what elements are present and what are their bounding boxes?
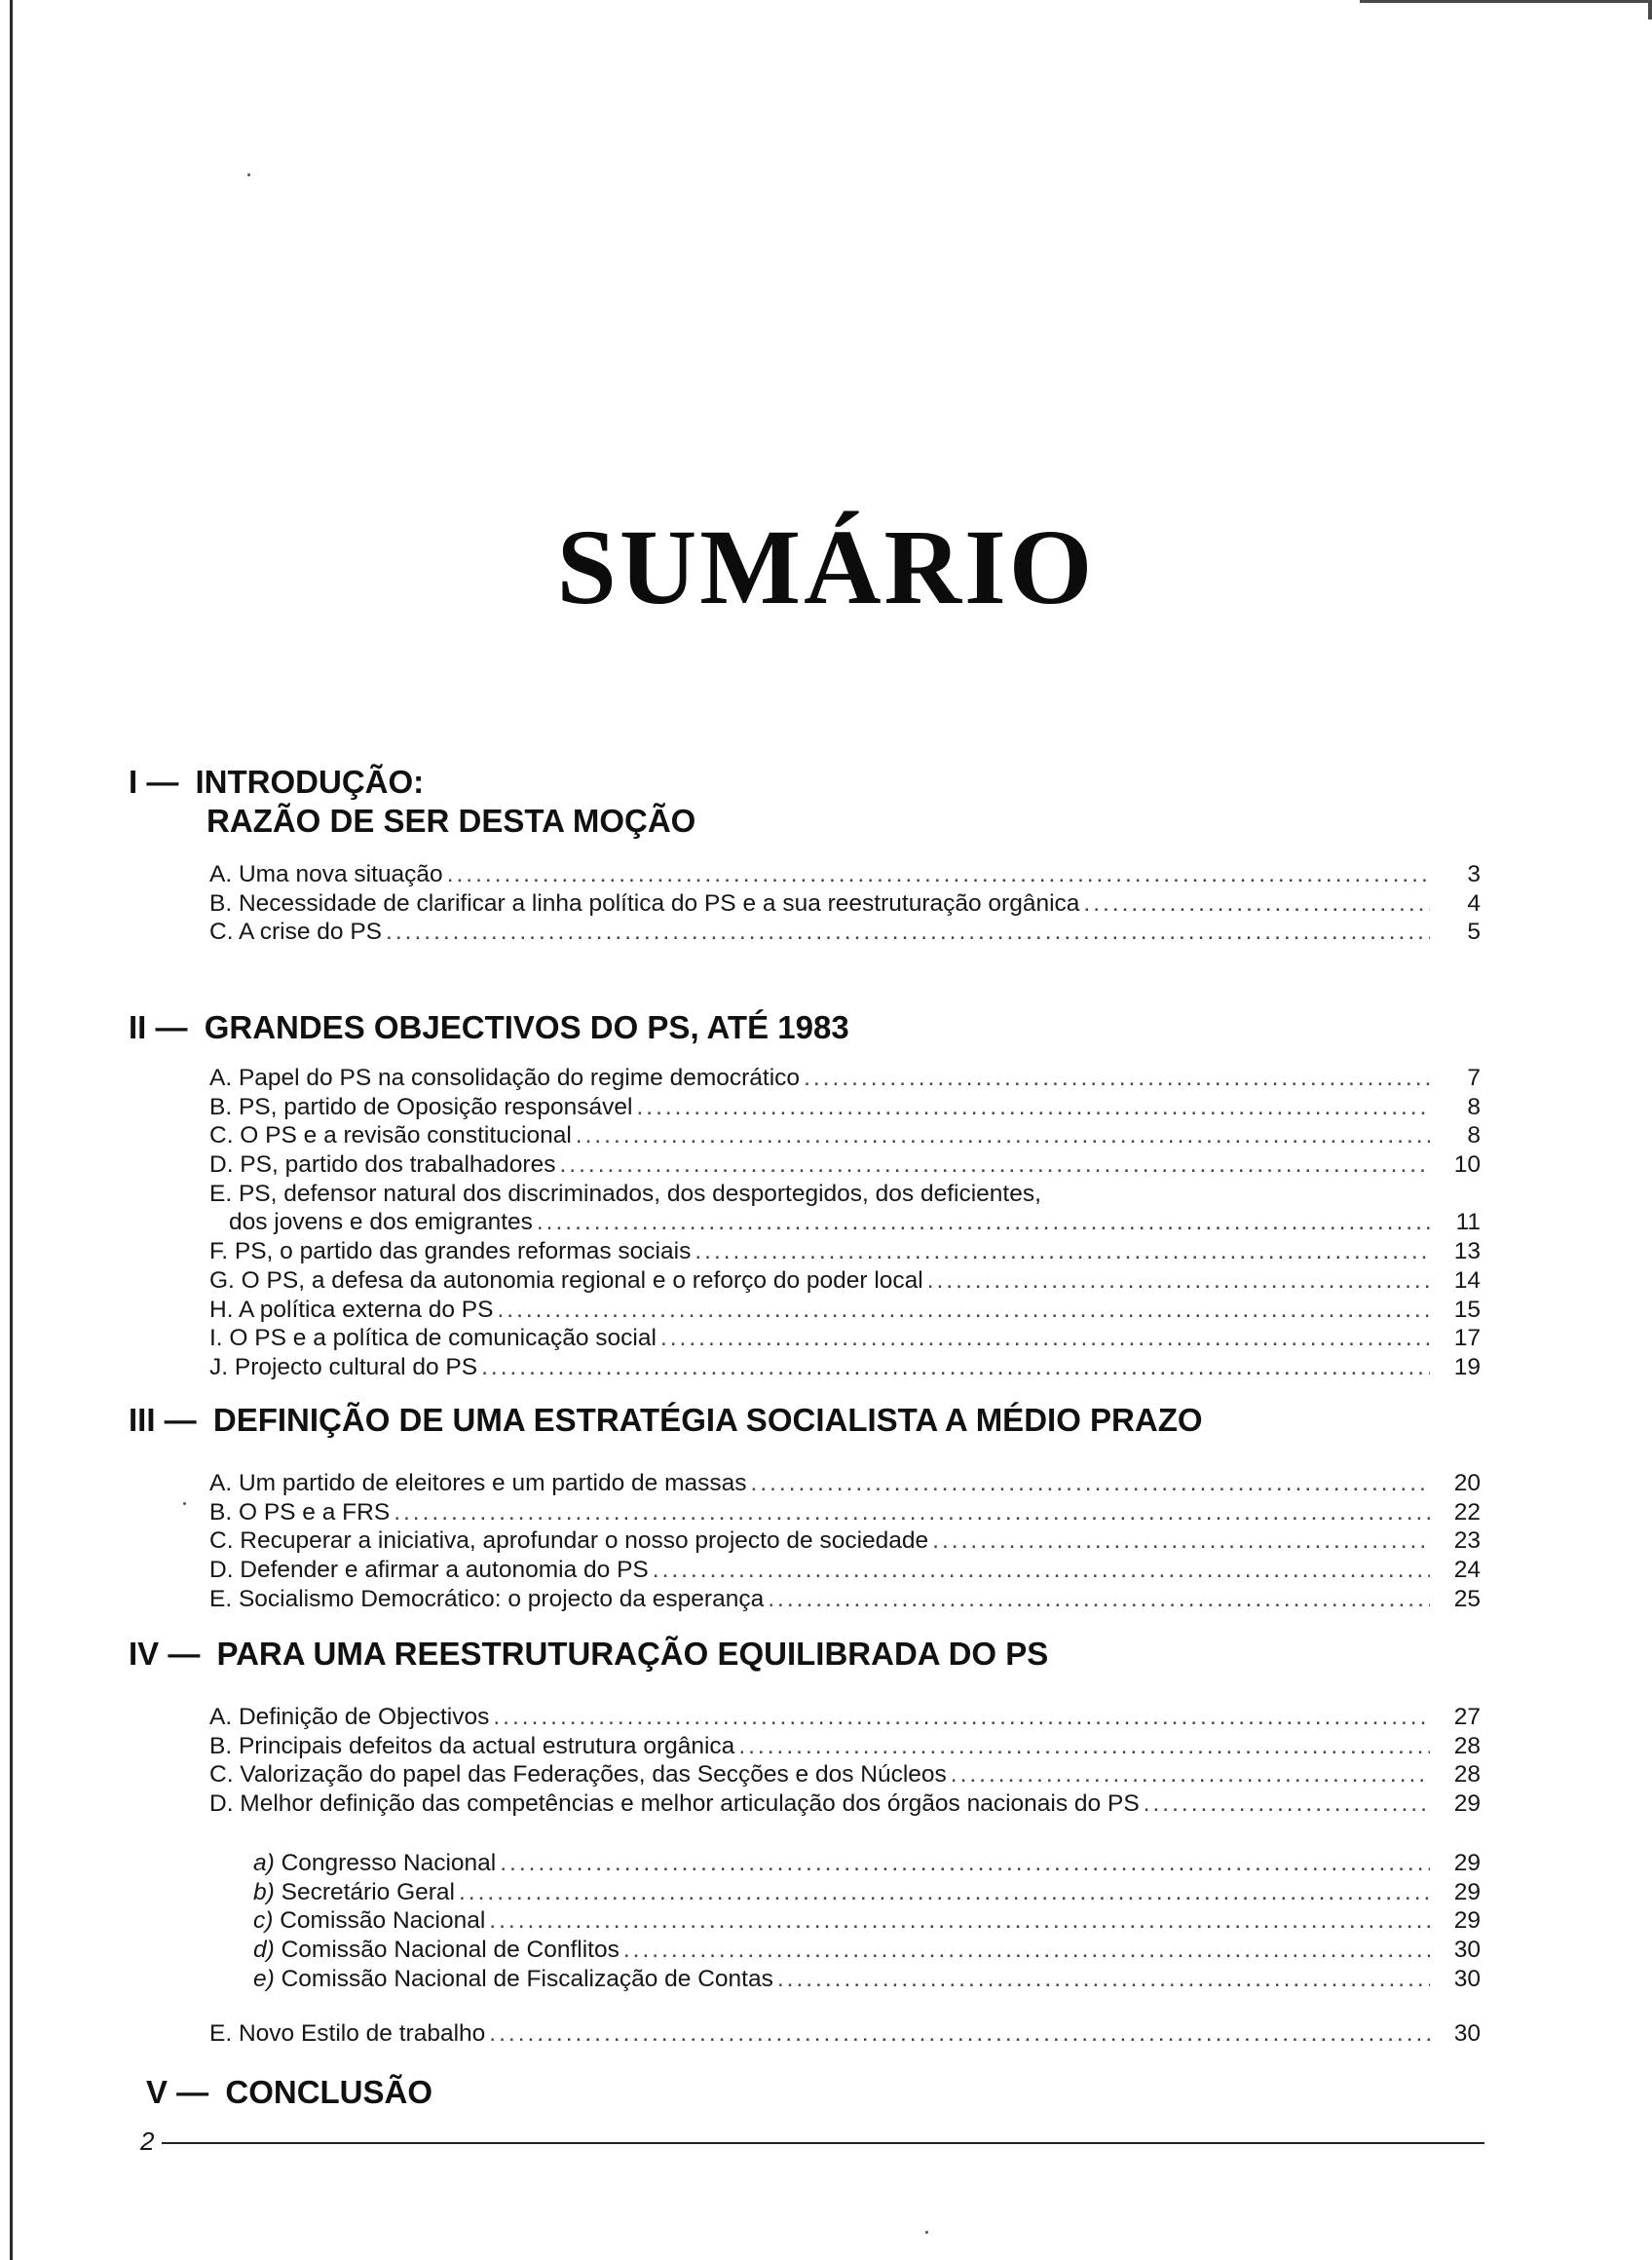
toc-entry[interactable]: D. Melhor definição das competências e melhor articulação dos órgãos nacionais do PS ..... 29 [209, 1789, 1481, 1819]
scan-speck [183, 1502, 186, 1505]
toc-entry[interactable]: A. Um partido de eleitores e um partido de massas ..... 20 [209, 1469, 1481, 1498]
toc-subentry[interactable]: d) Comissão Nacional de Conflitos ..... 30 [209, 1936, 1481, 1965]
section-number: III — [129, 1402, 197, 1438]
section-heading-1 [129, 763, 695, 841]
toc-list-section-3 [209, 1469, 1481, 1613]
toc-entry[interactable]: A. Uma nova situação ..... 3 [209, 860, 1481, 889]
toc-entry[interactable]: G. O PS, a defesa da autonomia regional e o reforço do poder local ..... 14 [209, 1266, 1481, 1296]
toc-list-section-1 [209, 860, 1481, 947]
toc-subentry[interactable]: e) Comissão Nacional de Fiscalização de Contas ..... 30 [209, 1965, 1481, 1994]
toc-sublist-section-4 [209, 1849, 1481, 1993]
section-heading-2 [129, 1008, 849, 1047]
toc-list-section-4-final [209, 2019, 1481, 2049]
toc-entry[interactable]: I. O PS e a política de comunicação social ..... 17 [209, 1324, 1481, 1353]
section-number: IV — [129, 1636, 201, 1672]
scan-border-left [10, 0, 13, 2260]
section-title: CONCLUSÃO [225, 2074, 433, 2110]
toc-entry[interactable]: C. O PS e a revisão constitucional ..... 8 [209, 1121, 1481, 1150]
section-heading-4 [129, 1635, 1048, 1674]
section-heading-3 [129, 1401, 1203, 1440]
scan-border-tick [1648, 0, 1652, 19]
scan-speck [925, 2231, 928, 2234]
section-title: GRANDES OBJECTIVOS DO PS, ATÉ 1983 [204, 1009, 849, 1045]
toc-entry[interactable]: B. O PS e a FRS ..... 22 [209, 1498, 1481, 1527]
toc-list-section-2 [209, 1064, 1481, 1382]
toc-subentry[interactable]: a) Congresso Nacional ..... 29 [209, 1849, 1481, 1878]
section-number: V — [146, 2074, 209, 2110]
toc-entry[interactable]: H. A política externa do PS ..... 15 [209, 1296, 1481, 1325]
scan-border-top [1360, 0, 1652, 3]
toc-entry[interactable]: D. Defender e afirmar a autonomia do PS ..... 24 [209, 1556, 1481, 1585]
toc-entry[interactable]: A. Definição de Objectivos ..... 27 [209, 1703, 1481, 1732]
toc-entry[interactable]: F. PS, o partido das grandes reformas sociais ..... 13 [209, 1237, 1481, 1266]
toc-entry-continuation[interactable]: dos jovens e dos emigrantes ..... 11 [209, 1208, 1481, 1237]
toc-entry[interactable]: E. PS, defensor natural dos discriminados, dos desportegidos, dos deficientes, [209, 1180, 1041, 1207]
toc-entry[interactable]: E. Socialismo Democrático: o projecto da esperança ..... 25 [209, 1585, 1481, 1614]
toc-entry[interactable]: E. Novo Estilo de trabalho ..... 30 [209, 2019, 1481, 2049]
toc-entry[interactable]: B. Principais defeitos da actual estrutura orgânica ..... 28 [209, 1732, 1481, 1761]
footer-rule [162, 2142, 1484, 2144]
scan-speck [247, 173, 250, 176]
section-heading-5 [146, 2073, 432, 2112]
toc-entry[interactable]: C. Recuperar a iniciativa, aprofundar o nosso projecto de sociedade ..... 23 [209, 1526, 1481, 1556]
section-number: II — [129, 1009, 188, 1045]
toc-entry[interactable]: C. Valorização do papel das Federações, das Secções e dos Núcleos ..... 28 [209, 1760, 1481, 1789]
toc-entry[interactable]: A. Papel do PS na consolidação do regime democrático ..... 7 [209, 1064, 1481, 1093]
toc-entry[interactable]: B. Necessidade de clarificar a linha política do PS e a sua reestruturação orgânica ..... 4 [209, 889, 1481, 919]
toc-subentry[interactable]: b) Secretário Geral ..... 29 [209, 1878, 1481, 1907]
section-number: I — [129, 764, 179, 800]
section-title: PARA UMA REESTRUTURAÇÃO EQUILIBRADA DO PS [216, 1636, 1049, 1672]
section-title: INTRODUÇÃO: [195, 764, 425, 800]
toc-subentry[interactable]: c) Comissão Nacional ..... 29 [209, 1906, 1481, 1936]
toc-entry[interactable]: B. PS, partido de Oposição responsável ..... 8 [209, 1093, 1481, 1122]
section-subtitle: RAZÃO DE SER DESTA MOÇÃO [206, 803, 696, 839]
page-title: SUMÁRIO [556, 507, 1096, 626]
toc-list-section-4 [209, 1703, 1481, 1819]
toc-entry[interactable]: J. Projecto cultural do PS ..... 19 [209, 1353, 1481, 1382]
toc-entry[interactable]: D. PS, partido dos trabalhadores ..... 10 [209, 1150, 1481, 1180]
section-title: DEFINIÇÃO DE UMA ESTRATÉGIA SOCIALISTA A MÉDIO PRAZO [212, 1402, 1203, 1438]
page-number: 2 [140, 2127, 155, 2156]
toc-entry[interactable]: C. A crise do PS ..... 5 [209, 918, 1481, 947]
